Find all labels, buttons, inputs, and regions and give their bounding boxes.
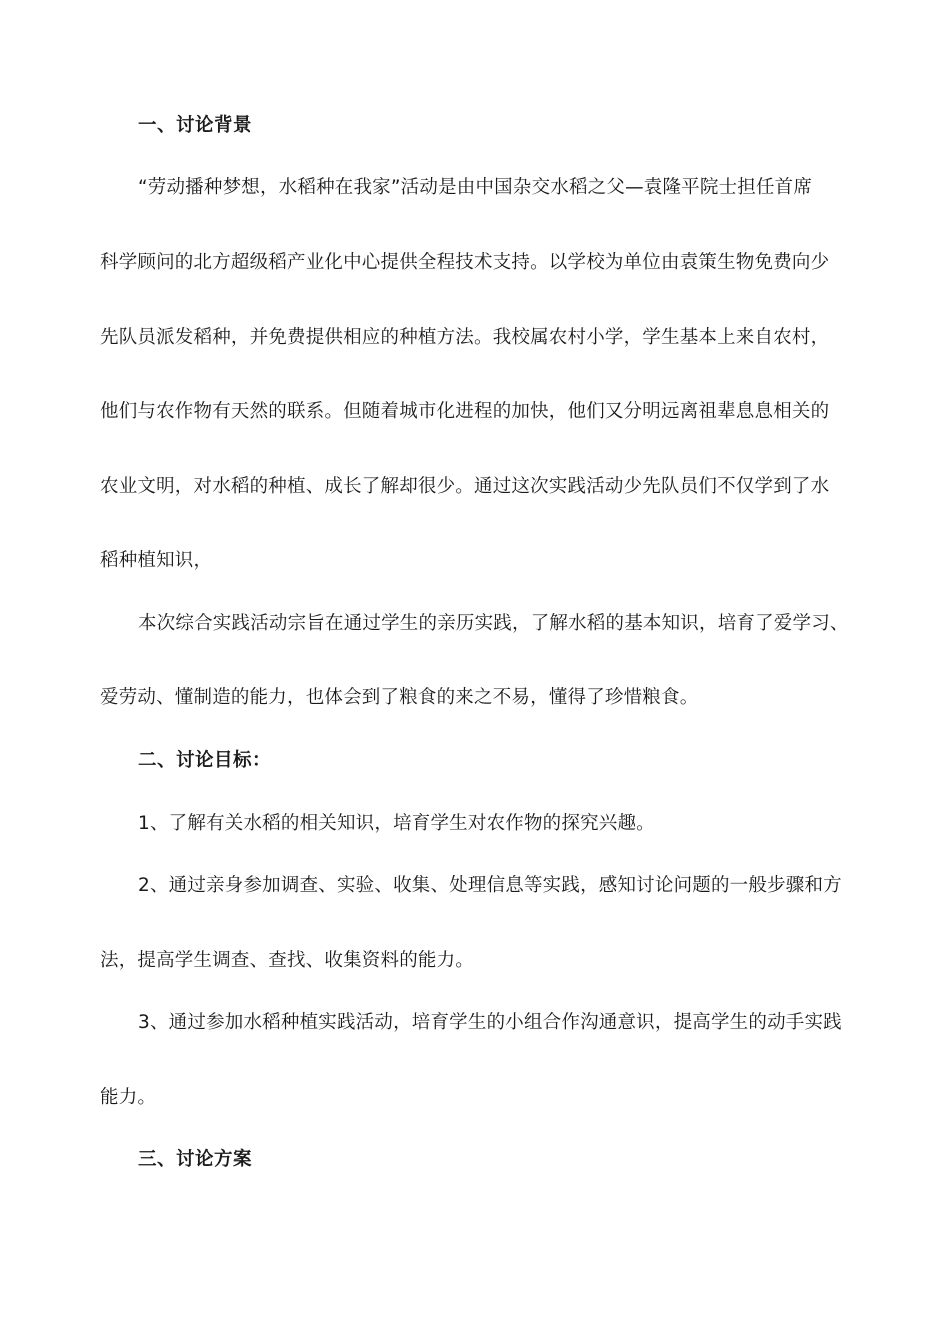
section-heading-background: 一、讨论背景 [138,115,253,136]
paragraph-line: 爱劳动、懂制造的能力，也体会到了粮食的来之不易，懂得了珍惜粮食。 [100,687,699,708]
paragraph-line: 稻种植知识， [100,550,213,571]
paragraph-line: 科学顾问的北方超级稻产业化中心提供全程技术支持。以学校为单位由袁策生物免费向少 [100,252,830,273]
list-item-continuation: 能力。 [100,1087,157,1108]
paragraph-line: 先队员派发稻种，并免费提供相应的种植方法。我校属农村小学，学生基本上来自农村， [100,327,830,348]
paragraph-line: 农业文明，对水稻的种植、成长了解却很少。通过这次实践活动少先队员们不仅学到了水 [100,476,830,497]
list-item: 1、了解有关水稻的相关知识，培育学生对农作物的探究兴趣。 [138,813,655,834]
list-item: 2、通过亲身参加调查、实验、收集、处理信息等实践，感知讨论问题的一般步骤和方 [138,875,842,896]
section-heading-plan: 三、讨论方案 [138,1149,253,1170]
paragraph-line: 本次综合实践活动宗旨在通过学生的亲历实践，了解水稻的基本知识，培育了爱学习、 [138,613,849,634]
paragraph-line: “劳动播种梦想，水稻种在我家”活动是由中国杂交水稻之父—袁隆平院士担任首席 [138,177,813,198]
section-heading-goals: 二、讨论目标： [138,750,272,771]
list-item-continuation: 法，提高学生调查、查找、收集资料的能力。 [100,950,475,971]
list-item: 3、通过参加水稻种植实践活动，培育学生的小组合作沟通意识，提高学生的动手实践 [138,1012,842,1033]
paragraph-line: 他们与农作物有天然的联系。但随着城市化进程的加快，他们又分明远离祖辈息息相关的 [100,401,830,422]
